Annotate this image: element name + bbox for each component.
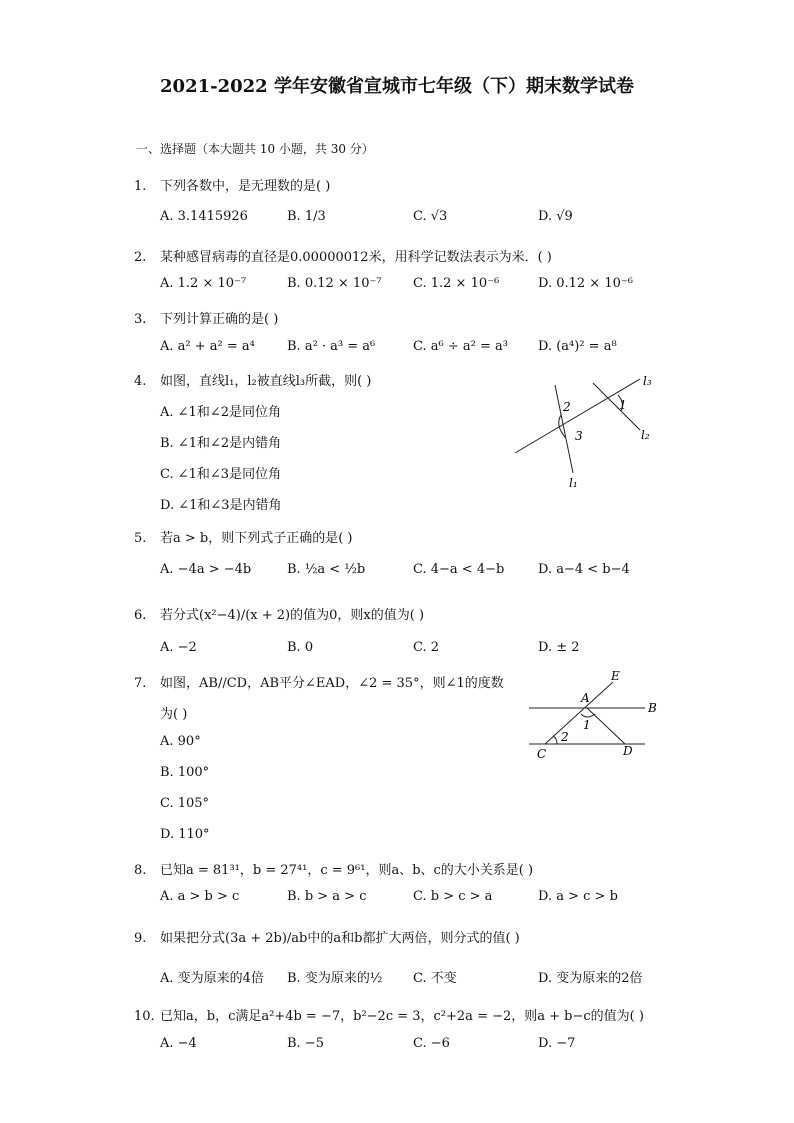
question-1 bbox=[134, 175, 330, 194]
label-b: B bbox=[648, 701, 657, 715]
question-stem: 如图，直线l₁，l₂被直线l₃所截，则( ) bbox=[160, 374, 372, 389]
option-a[interactable]: A. a > b > c bbox=[160, 889, 240, 904]
question-number: 10. bbox=[134, 1009, 155, 1024]
angle-arc-2 bbox=[553, 736, 557, 744]
option-d[interactable]: D. ∠1和∠3是内错角 bbox=[160, 498, 282, 513]
label-angle-3: 3 bbox=[575, 429, 583, 443]
option-c[interactable]: C. a⁶ ÷ a² = a³ bbox=[413, 339, 508, 354]
page-title: 2021-2022 学年安徽省宣城市七年级（下）期末数学试卷 bbox=[160, 76, 634, 97]
option-d[interactable]: D. a−4 < b−4 bbox=[538, 562, 630, 577]
option-b[interactable]: B. b > a > c bbox=[287, 889, 367, 904]
question-stem: 已知a = 81³¹，b = 27⁴¹，c = 9⁶¹，则a、b、c的大小关系是( ) bbox=[160, 863, 534, 878]
figure-parallel-lines bbox=[525, 668, 665, 768]
option-a[interactable]: A. −4 bbox=[160, 1036, 197, 1051]
option-c[interactable]: C. √3 bbox=[413, 209, 448, 224]
option-d[interactable]: D. 110° bbox=[160, 827, 210, 842]
label-angle-2: 2 bbox=[563, 400, 571, 414]
option-a[interactable]: A. a² + a² = a⁴ bbox=[160, 339, 255, 354]
option-c[interactable]: C. −6 bbox=[413, 1036, 450, 1051]
question-10 bbox=[134, 1005, 644, 1024]
option-d[interactable]: D. ± 2 bbox=[538, 640, 580, 655]
question-number: 4. bbox=[134, 374, 147, 389]
question-stem: 已知a，b，c满足a²+4b = −7，b²−2c = 3，c²+2a = −2，则a + b−c的值为( ) bbox=[160, 1009, 644, 1024]
label-angle-1: 1 bbox=[619, 398, 627, 412]
question-7 bbox=[134, 672, 504, 691]
option-d[interactable]: D. a > c > b bbox=[538, 889, 618, 904]
label-l1: l₁ bbox=[569, 476, 578, 490]
question-number: 9. bbox=[134, 931, 147, 946]
option-c[interactable]: C. 不变 bbox=[413, 971, 457, 986]
option-a[interactable]: A. −4a > −4b bbox=[160, 562, 252, 577]
question-stem: 若a > b，则下列式子正确的是( ) bbox=[160, 531, 353, 546]
line-l1 bbox=[555, 385, 573, 473]
option-c[interactable]: C. 2 bbox=[413, 640, 440, 655]
option-c[interactable]: C. 105° bbox=[160, 796, 210, 811]
label-d: D bbox=[623, 744, 633, 758]
option-b[interactable]: B. 0 bbox=[287, 640, 314, 655]
option-b[interactable]: B. 100° bbox=[160, 765, 210, 780]
question-4 bbox=[134, 370, 371, 389]
question-7-continued: 为( ) bbox=[160, 707, 188, 722]
label-angle-1: 1 bbox=[583, 718, 591, 732]
label-l3: l₃ bbox=[643, 374, 652, 388]
option-c[interactable]: C. 4−a < 4−b bbox=[413, 562, 505, 577]
option-a[interactable]: A. 变为原来的4倍 bbox=[160, 971, 264, 986]
option-a[interactable]: A. ∠1和∠2是同位角 bbox=[160, 405, 281, 420]
line-ad bbox=[587, 708, 625, 744]
option-d[interactable]: D. 0.12 × 10⁻⁶ bbox=[538, 276, 633, 291]
option-b[interactable]: B. ∠1和∠2是内错角 bbox=[160, 436, 282, 451]
line-l2 bbox=[593, 383, 640, 430]
question-stem: 下列计算正确的是( ) bbox=[160, 312, 279, 327]
figure-intersecting-lines bbox=[505, 365, 675, 495]
option-c[interactable]: C. b > c > a bbox=[413, 889, 493, 904]
question-stem: 下列各数中，是无理数的是( ) bbox=[160, 179, 331, 194]
option-a[interactable]: A. 1.2 × 10⁻⁷ bbox=[160, 276, 247, 291]
question-number: 2. bbox=[134, 250, 147, 265]
question-stem: 如果把分式(3a + 2b)/ab中的a和b都扩大两倍，则分式的值( ) bbox=[160, 931, 520, 946]
option-c[interactable]: C. ∠1和∠3是同位角 bbox=[160, 467, 282, 482]
question-5 bbox=[134, 527, 353, 546]
question-6 bbox=[134, 604, 424, 623]
label-l2: l₂ bbox=[641, 428, 650, 442]
question-3 bbox=[134, 308, 278, 327]
option-b[interactable]: B. 0.12 × 10⁻⁷ bbox=[287, 276, 382, 291]
label-a: A bbox=[581, 691, 590, 705]
question-2 bbox=[134, 246, 552, 265]
option-b[interactable]: B. ½a < ½b bbox=[287, 562, 366, 577]
label-angle-2: 2 bbox=[561, 730, 569, 744]
question-stem: 某种感冒病毒的直径是0.00000012米，用科学记数法表示为米．( ) bbox=[160, 250, 552, 265]
option-b[interactable]: B. −5 bbox=[287, 1036, 324, 1051]
question-number: 3. bbox=[134, 312, 147, 327]
option-a[interactable]: A. −2 bbox=[160, 640, 197, 655]
angle-arc-1 bbox=[581, 714, 595, 717]
question-number: 7. bbox=[134, 676, 147, 691]
option-a[interactable]: A. 90° bbox=[160, 734, 201, 749]
question-stem: 如图，AB//CD，AB平分∠EAD，∠2 = 35°，则∠1的度数 bbox=[160, 676, 504, 691]
option-a[interactable]: A. 3.1415926 bbox=[160, 209, 248, 224]
label-c: C bbox=[537, 747, 547, 761]
option-d[interactable]: D. (a⁴)² = a⁸ bbox=[538, 339, 617, 354]
option-b[interactable]: B. 1/3 bbox=[287, 209, 326, 224]
section-heading: 一、选择题（本大题共 10 小题，共 30 分） bbox=[136, 142, 374, 156]
label-e: E bbox=[611, 669, 620, 683]
option-b[interactable]: B. a² · a³ = a⁶ bbox=[287, 339, 376, 354]
question-number: 1. bbox=[134, 179, 147, 194]
question-stem: 若分式(x²−4)/(x + 2)的值为0，则x的值为( ) bbox=[160, 608, 425, 623]
question-9 bbox=[134, 927, 520, 946]
option-b[interactable]: B. 变为原来的½ bbox=[287, 971, 383, 986]
question-number: 5. bbox=[134, 531, 147, 546]
option-c[interactable]: C. 1.2 × 10⁻⁶ bbox=[413, 276, 500, 291]
question-number: 6. bbox=[134, 608, 147, 623]
question-number: 8. bbox=[134, 863, 147, 878]
option-d[interactable]: D. √9 bbox=[538, 209, 573, 224]
line-ae bbox=[545, 682, 613, 744]
option-d[interactable]: D. −7 bbox=[538, 1036, 576, 1051]
option-d[interactable]: D. 变为原来的2倍 bbox=[538, 971, 643, 986]
question-8 bbox=[134, 859, 533, 878]
